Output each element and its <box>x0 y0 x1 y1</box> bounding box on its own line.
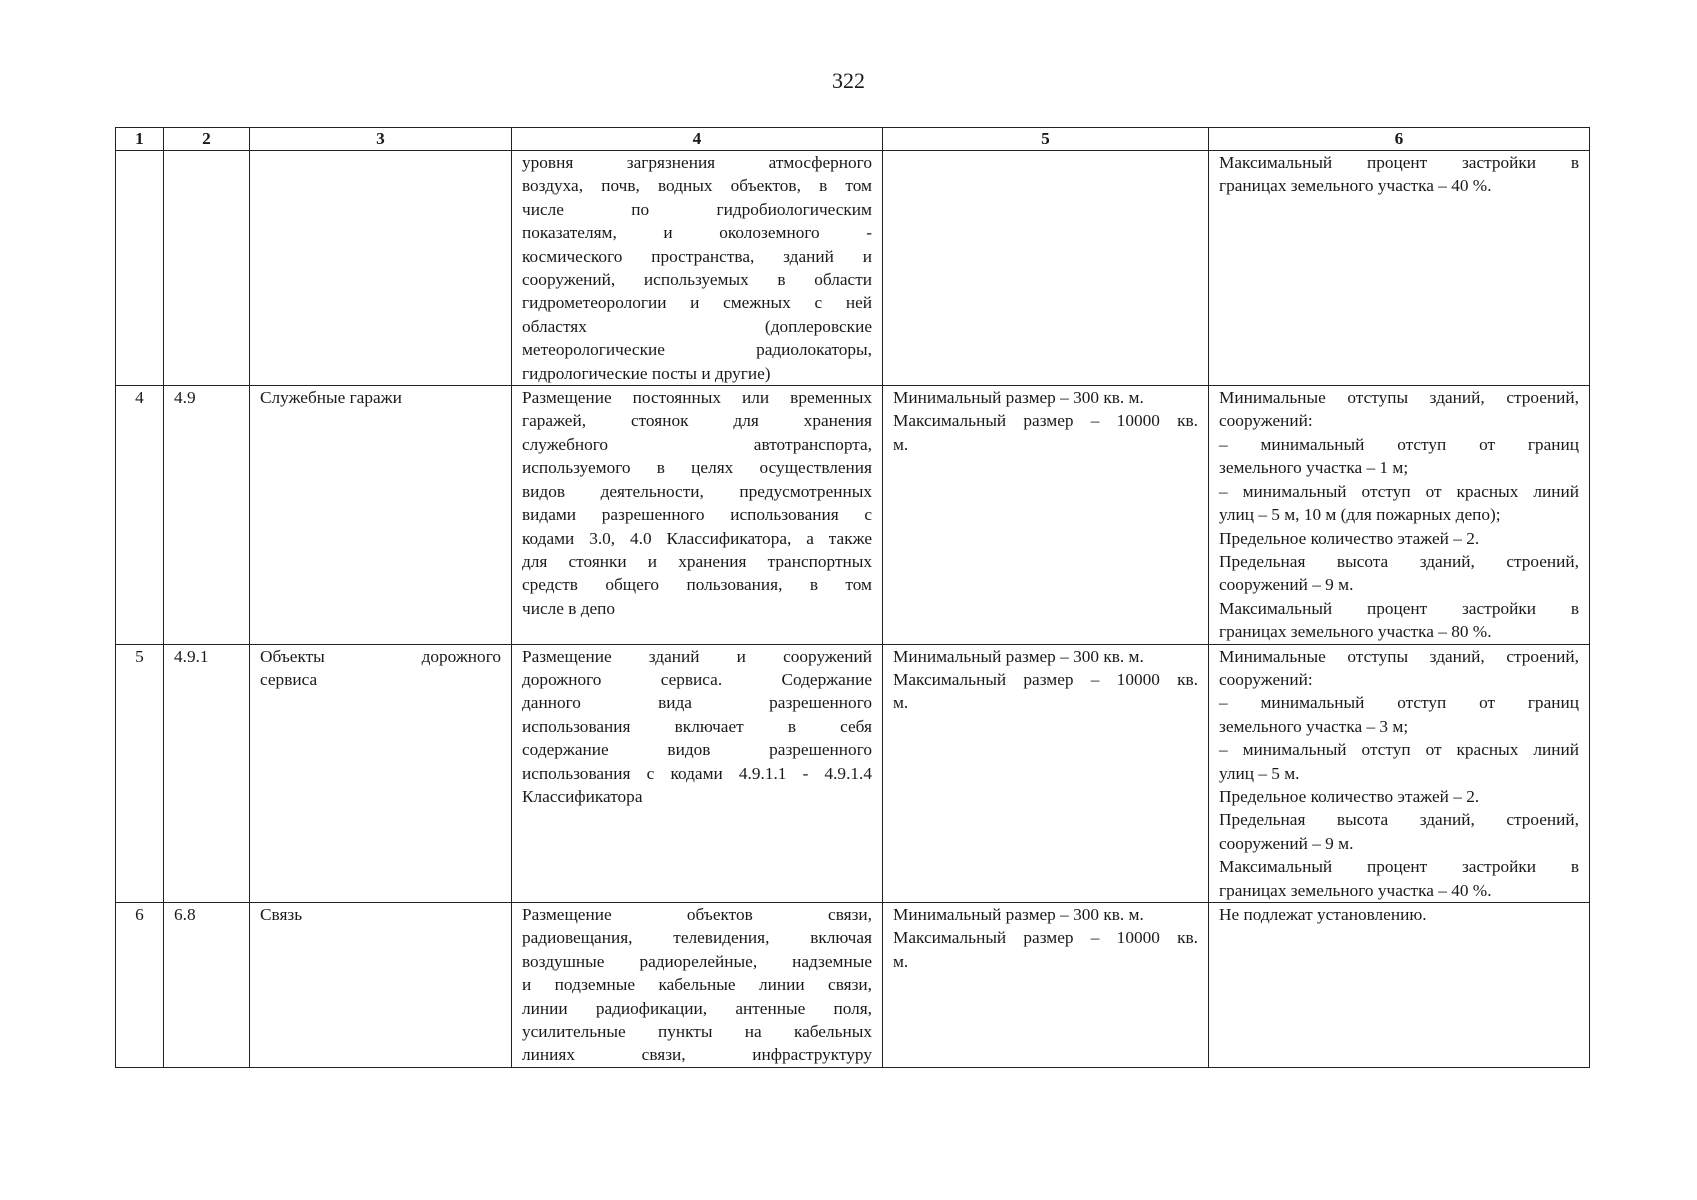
name-line: сервиса <box>260 669 318 689</box>
description-line: сооружений, используемых в области <box>522 270 872 290</box>
params-line: – минимальный отступ от красных линий <box>1219 481 1579 501</box>
params-line: сооружений: <box>1219 411 1313 431</box>
description-line: служебного автотранспорта, <box>522 434 872 454</box>
table-row <box>116 386 1590 644</box>
description-line: используемого в целях осуществления <box>522 458 872 478</box>
description-line: для стоянки и хранения транспортных <box>522 551 872 571</box>
params-line: Минимальные отступы зданий, строений, <box>1219 388 1579 408</box>
row-code-cell <box>164 151 250 386</box>
description-line: гаражей, стоянок для хранения <box>522 411 872 431</box>
description-line: числе по гидробиологическим <box>522 199 872 219</box>
header-col-2: 2 <box>164 128 250 151</box>
description-line: данного вида разрешенного <box>522 693 872 713</box>
description-line: дорожного сервиса. Содержание <box>522 669 872 689</box>
description-line: Размещение объектов связи, <box>522 905 872 924</box>
description-line: Классификатора <box>522 786 643 806</box>
params-line: земельного участка – 3 м; <box>1219 716 1409 736</box>
description-line: видов деятельности, предусмотренных <box>522 481 872 501</box>
params-line: Не подлежат установлению. <box>1219 905 1427 924</box>
land-use-table <box>115 127 1590 1068</box>
params-line: Максимальный процент застройки в <box>1219 153 1579 172</box>
header-col-4: 4 <box>512 128 883 151</box>
row-description-cell <box>512 644 883 902</box>
page-number: 322 <box>832 68 865 93</box>
description-line: радиовещания, телевидения, включая <box>522 928 872 948</box>
description-line: средств общего пользования, в том <box>522 575 872 595</box>
params-line: сооружений: <box>1219 669 1313 689</box>
description-line: и подземные кабельные линии связи, <box>522 975 872 995</box>
row-number-cell: 4 <box>116 386 164 644</box>
params-line: Предельное количество этажей – 2. <box>1219 786 1480 806</box>
plot-size-line: Максимальный размер – 10000 кв. <box>893 928 1198 948</box>
description-line: кодами 3.0, 4.0 Классификатора, а также <box>522 528 872 548</box>
table-row <box>116 151 1590 386</box>
description-line: видами разрешенного использования с <box>522 505 872 525</box>
row-name-cell: Служебные гаражи <box>250 386 512 644</box>
params-line: Предельное количество этажей – 2. <box>1219 528 1480 548</box>
params-line: – минимальный отступ от границ <box>1219 434 1579 454</box>
row-plot-size-cell <box>883 386 1209 644</box>
description-line: линии радиофикации, антенные поля, <box>522 998 872 1018</box>
row-code-cell: 4.9.1 <box>164 644 250 902</box>
description-line: областях (доплеровские <box>522 316 872 336</box>
header-col-5: 5 <box>883 128 1209 151</box>
description-line: воздуха, почв, водных объектов, в том <box>522 176 872 196</box>
description-line: содержание видов разрешенного <box>522 740 872 760</box>
row-params-cell <box>1209 903 1590 1068</box>
row-plot-size-cell <box>883 644 1209 902</box>
header-col-6: 6 <box>1209 128 1590 151</box>
description-line: воздушные радиорелейные, надземные <box>522 951 872 971</box>
params-line: Предельная высота зданий, строений, <box>1219 551 1579 571</box>
description-line: линиях связи, инфраструктуру <box>522 1045 872 1065</box>
description-line: показателям, и околоземного - <box>522 223 872 243</box>
params-line: границах земельного участка – 80 %. <box>1219 622 1492 642</box>
row-params-cell <box>1209 151 1590 386</box>
row-params-cell <box>1209 386 1590 644</box>
description-line: уровня загрязнения атмосферного <box>522 153 872 172</box>
params-line: сооружений – 9 м. <box>1219 575 1354 595</box>
row-plot-size-cell <box>883 903 1209 1068</box>
plot-size-line: м. <box>893 693 909 713</box>
row-plot-size-cell <box>883 151 1209 386</box>
params-line: Минимальные отступы зданий, строений, <box>1219 646 1579 666</box>
description-line: гидрологические посты и другие) <box>522 363 771 383</box>
name-line: Объекты дорожного <box>260 646 501 666</box>
description-line: использования с кодами 4.9.1.1 - 4.9.1.4 <box>522 763 872 783</box>
params-line: улиц – 5 м, 10 м (для пожарных депо); <box>1219 505 1501 525</box>
params-line: границах земельного участка – 40 %. <box>1219 880 1492 900</box>
description-line: метеорологические радиолокаторы, <box>522 340 872 360</box>
header-col-1: 1 <box>116 128 164 151</box>
plot-size-line: Минимальный размер – 300 кв. м. <box>893 646 1144 666</box>
description-line: числе в депо <box>522 598 616 618</box>
table-row <box>116 644 1590 902</box>
plot-size-line: Минимальный размер – 300 кв. м. <box>893 905 1144 924</box>
description-line: усилительные пункты на кабельных <box>522 1022 872 1042</box>
table-row <box>116 903 1590 1068</box>
params-line: земельного участка – 1 м; <box>1219 458 1409 478</box>
row-number-cell: 6 <box>116 903 164 1068</box>
params-line: – минимальный отступ от границ <box>1219 693 1579 713</box>
row-description-cell <box>512 151 883 386</box>
plot-size-line: м. <box>893 951 909 971</box>
row-params-cell <box>1209 644 1590 902</box>
plot-size-line: Минимальный размер – 300 кв. м. <box>893 388 1144 408</box>
row-code-cell: 6.8 <box>164 903 250 1068</box>
row-number-cell: 5 <box>116 644 164 902</box>
params-line: Предельная высота зданий, строений, <box>1219 810 1579 830</box>
description-line: Размещение зданий и сооружений <box>522 646 872 666</box>
description-line: гидрометеорологии и смежных с ней <box>522 293 872 313</box>
description-line: космического пространства, зданий и <box>522 246 872 266</box>
row-name-cell <box>250 644 512 902</box>
table-header-row <box>116 128 1590 151</box>
row-description-cell <box>512 903 883 1068</box>
description-line: Размещение постоянных или временных <box>522 388 872 408</box>
plot-size-line: м. <box>893 434 909 454</box>
params-line: улиц – 5 м. <box>1219 763 1300 783</box>
row-number-cell <box>116 151 164 386</box>
plot-size-line: Максимальный размер – 10000 кв. <box>893 411 1198 431</box>
params-line: границах земельного участка – 40 %. <box>1219 176 1492 196</box>
header-col-3: 3 <box>250 128 512 151</box>
params-line: Максимальный процент застройки в <box>1219 598 1579 618</box>
plot-size-line: Максимальный размер – 10000 кв. <box>893 669 1198 689</box>
description-line: использования включает в себя <box>522 716 872 736</box>
row-description-cell <box>512 386 883 644</box>
row-code-cell: 4.9 <box>164 386 250 644</box>
row-name-cell <box>250 151 512 386</box>
params-line: Максимальный процент застройки в <box>1219 857 1579 877</box>
params-line: – минимальный отступ от красных линий <box>1219 740 1579 760</box>
params-line: сооружений – 9 м. <box>1219 833 1354 853</box>
row-name-cell: Связь <box>250 903 512 1068</box>
